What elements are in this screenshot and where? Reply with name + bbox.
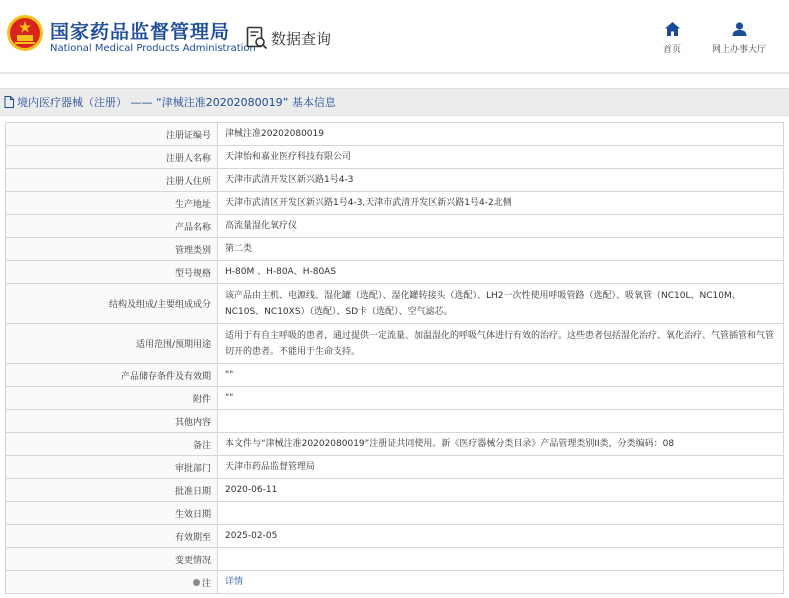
field-label: 管理类别 xyxy=(6,238,218,261)
field-label: 附件 xyxy=(6,387,218,410)
user-icon xyxy=(732,22,747,36)
field-value xyxy=(218,548,784,571)
header-divider xyxy=(0,72,789,74)
field-label: 审批部门 xyxy=(6,456,218,479)
field-value: 津械注准20202080019 xyxy=(218,123,784,146)
field-value xyxy=(218,410,784,433)
site-header xyxy=(0,0,789,72)
field-label: 备注 xyxy=(6,433,218,456)
field-label: 产品储存条件及有效期 xyxy=(6,364,218,387)
table-row xyxy=(6,433,784,456)
field-value: 2025-02-05 xyxy=(218,525,784,548)
field-label: 其他内容 xyxy=(6,410,218,433)
table-row xyxy=(6,479,784,502)
field-value: 第二类 xyxy=(218,238,784,261)
table-row xyxy=(6,192,784,215)
detail-table xyxy=(5,122,784,594)
field-label: 注册人住所 xyxy=(6,169,218,192)
org-name-en[interactable]: National Medical Products Administration xyxy=(50,43,256,54)
nav-hall-label: 网上办事大厅 xyxy=(711,45,766,55)
field-value: 适用于有自主呼吸的患者，通过提供一定流量、加温湿化的呼吸气体进行有效的治疗。这些患者包括湿化治疗、氧化治疗、气管插管和气管切开的患者。不能用于生命支持。 xyxy=(218,324,784,364)
breadcrumb xyxy=(0,88,789,116)
field-value-cell xyxy=(218,571,784,594)
field-label: 注 xyxy=(201,578,211,589)
nav-home-label: 首页 xyxy=(662,45,681,55)
table-row xyxy=(6,410,784,433)
field-value: 该产品由主机、电源线、湿化罐（选配）、湿化罐转接头（选配）、LH2一次性使用呼吸管路（选配）、吸氧管（NC10L、NC10M、NC10S、NC10XS）（选配）、SD卡（选配）、空气滤芯。 xyxy=(218,284,784,324)
pin-icon xyxy=(193,579,200,586)
table-row xyxy=(6,364,784,387)
table-row xyxy=(6,571,784,594)
field-value: 天津市武清区开发区新兴路1号4-3,天津市武清开发区新兴路1号4-2北侧 xyxy=(218,192,784,215)
field-label: 注册人名称 xyxy=(6,146,218,169)
field-value xyxy=(218,502,784,525)
org-name-cn[interactable]: 国家药品监督管理局 xyxy=(50,21,231,43)
table-row xyxy=(6,238,784,261)
table-row xyxy=(6,123,784,146)
field-label: 有效期至 xyxy=(6,525,218,548)
field-value: 天津市武清开发区新兴路1号4-3 xyxy=(218,169,784,192)
field-value: 2020-06-11 xyxy=(218,479,784,502)
field-value: 高流量湿化氧疗仪 xyxy=(218,215,784,238)
home-icon xyxy=(665,22,680,36)
data-query-link[interactable] xyxy=(246,26,331,50)
national-emblem-icon xyxy=(6,14,44,52)
nav-online-hall[interactable] xyxy=(708,22,770,55)
table-row xyxy=(6,261,784,284)
table-row xyxy=(6,324,784,364)
note-label-cell xyxy=(6,571,218,594)
field-value: H-80M 、H-80A、H-80AS xyxy=(218,261,784,284)
field-label: 生产地址 xyxy=(6,192,218,215)
table-row xyxy=(6,215,784,238)
field-label: 注册证编号 xyxy=(6,123,218,146)
field-label: 适用范围/预期用途 xyxy=(6,324,218,364)
field-value: 天津怡和嘉业医疗科技有限公司 xyxy=(218,146,784,169)
field-label: 变更情况 xyxy=(6,548,218,571)
field-value: "" xyxy=(218,364,784,387)
breadcrumb-text: 境内医疗器械（注册） —— “津械注准20202080019” 基本信息 xyxy=(17,96,336,109)
details-link[interactable]: 详情 xyxy=(225,577,244,587)
data-query-label: 数据查询 xyxy=(271,29,332,48)
field-label: 产品名称 xyxy=(6,215,218,238)
table-row xyxy=(6,456,784,479)
field-value: 天津市药品监督管理局 xyxy=(218,456,784,479)
table-row xyxy=(6,169,784,192)
field-label: 批准日期 xyxy=(6,479,218,502)
table-row xyxy=(6,146,784,169)
table-row xyxy=(6,502,784,525)
field-label: 型号规格 xyxy=(6,261,218,284)
field-label: 结构及组成/主要组成成分 xyxy=(6,284,218,324)
document-icon xyxy=(4,96,14,108)
table-row xyxy=(6,387,784,410)
table-row xyxy=(6,284,784,324)
field-label: 生效日期 xyxy=(6,502,218,525)
table-row xyxy=(6,525,784,548)
field-value: "" xyxy=(218,387,784,410)
field-value: 本文件与“津械注准20202080019”注册证共同使用。新《医疗器械分类目录》产品管理类别II类，分类编码：08 xyxy=(218,433,784,456)
document-search-icon xyxy=(246,26,268,50)
table-row xyxy=(6,548,784,571)
nav-home[interactable] xyxy=(642,22,702,55)
